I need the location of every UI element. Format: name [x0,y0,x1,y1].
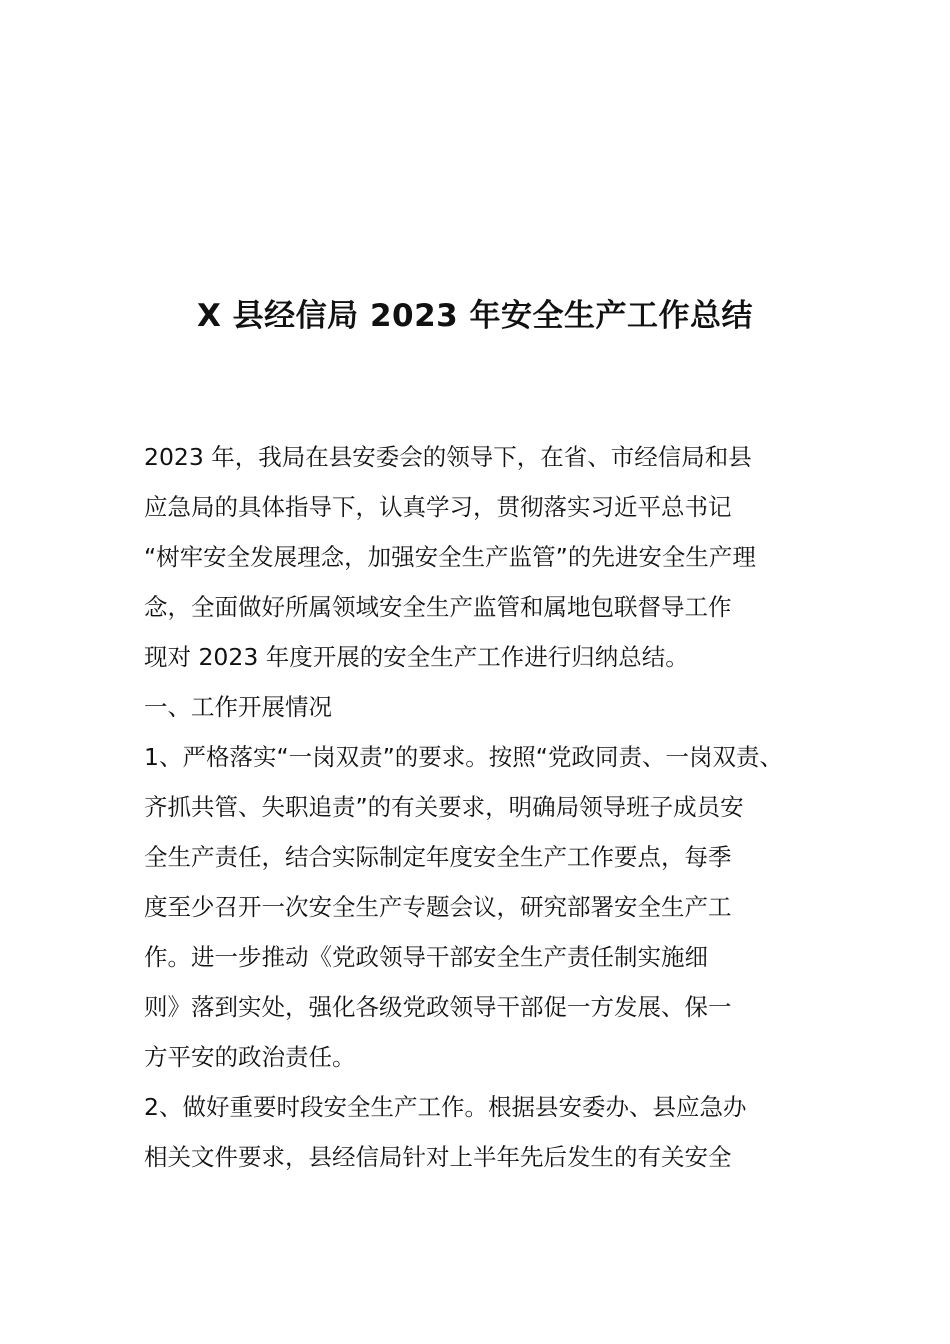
body-line: 全生产责任，结合实际制定年度安全生产工作要点，每季 [144,843,732,871]
document-body [144,432,834,1182]
body-line: 相关文件要求，县经信局针对上半年先后发生的有关安全 [144,1143,732,1171]
body-line: 度至少召开一次安全生产专题会议，研究部署安全生产工 [144,893,732,921]
body-line: 现对 2023 年度开展的安全生产工作进行归纳总结。 [144,643,689,671]
body-line: 应急局的具体指导下，认真学习，贯彻落实习近平总书记 [144,493,732,521]
body-line: 念，全面做好所属领域安全生产监管和属地包联督导工作 [144,593,732,621]
document-title: X 县经信局 2023 年安全生产工作总结 [196,298,754,334]
body-line: 方平安的政治责任。 [144,1043,356,1071]
body-line: 2023 年，我局在县安委会的领导下，在省、市经信局和县 [144,443,752,471]
body-line: 则》落到实处，强化各级党政领导干部促一方发展、保一 [144,993,732,1021]
body-line: 作。进一步推动《党政领导干部安全生产责任制实施细 [144,943,708,971]
body-line: 1、严格落实“一岗双责”的要求。按照“党政同责、一岗双责、 [144,743,783,771]
section-heading: 一、工作开展情况 [144,693,332,721]
body-line: “树牢安全发展理念，加强安全生产监管”的先进安全生产理 [144,543,756,571]
body-line: 齐抓共管、失职追责”的有关要求，明确局领导班子成员安 [144,793,744,821]
body-line: 2、做好重要时段安全生产工作。根据县安委办、县应急办 [144,1093,747,1121]
